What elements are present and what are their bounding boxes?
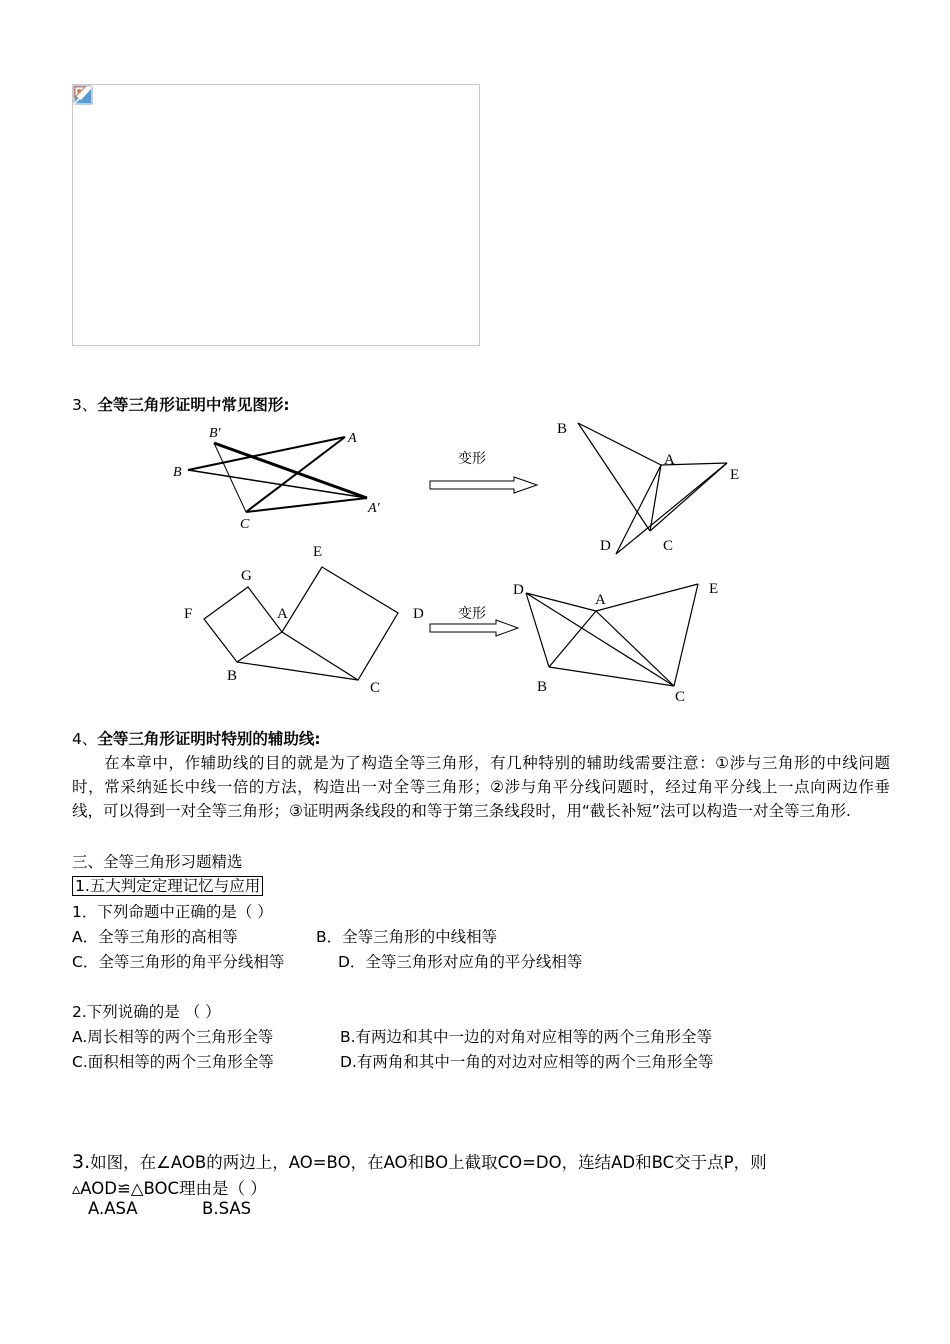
label-A: A <box>277 606 288 622</box>
line-BA <box>578 423 661 465</box>
label-B: B <box>227 668 238 684</box>
line-BAp <box>188 470 367 498</box>
line-AE <box>596 584 698 611</box>
figure-bottom-left-labels <box>184 544 424 696</box>
label-A: A <box>595 592 606 608</box>
figure-bottom-left <box>204 567 398 680</box>
q3-option-a: A.ASA <box>88 1199 138 1218</box>
figure-top-right-labels <box>557 421 739 554</box>
section4-title-text: 全等三角形证明时特别的辅助线: <box>97 730 321 748</box>
label-E: E <box>730 467 740 483</box>
square-ABFG <box>204 587 282 662</box>
q1-stem: 1．下列命题中正确的是（ ） <box>72 903 273 921</box>
line-BA <box>188 437 345 470</box>
section4-title <box>72 727 321 749</box>
label-G: G <box>241 568 252 584</box>
figure-bottom-right <box>526 584 698 686</box>
label-A: A <box>664 452 675 468</box>
label-D: D <box>600 538 611 554</box>
q2-stem: 2.下列说确的是 （ ） <box>72 1003 221 1021</box>
q2-option-c: C.面积相等的两个三角形全等 <box>72 1053 274 1071</box>
line-BC <box>237 662 358 680</box>
figure-top-right <box>578 423 727 554</box>
label-A: A <box>348 431 357 446</box>
q3-option-b: B.SAS <box>202 1199 252 1218</box>
line-EC <box>674 584 698 686</box>
square-ACDE <box>282 567 398 680</box>
label-D: D <box>413 606 424 622</box>
section3-number: 3、 <box>72 396 98 414</box>
arrow-bottom <box>430 620 518 636</box>
arrow-top <box>430 477 537 493</box>
section4-body: 在本章中，作辅助线的目的就是为了构造全等三角形，有几种特别的辅助线需要注意：①涉与三角形的中线问题时，常采纳延长中线一倍的方法，构造出一对全等三角形；②涉与角平分线问题时，经过角平分线上一点向两边作垂线，可以得到一对全等三角形；③证明两条线段的和等于第三条线段时，用“截长补短”法可以构造一对全等三角形. <box>72 754 890 820</box>
figure-top-left-labels <box>173 426 381 532</box>
line-AD <box>616 465 661 554</box>
line-BC <box>578 423 650 531</box>
part3-heading: 三、全等三角形习题精选 <box>72 853 243 871</box>
label-C: C <box>675 689 686 705</box>
q1-option-b: B．全等三角形的中线相等 <box>316 928 498 946</box>
q3-line1-text: 如图，在∠AOB的两边上，AO=BO，在AO和BO上截取CO=DO，连结AD和BC交于点P，则 <box>90 1153 767 1172</box>
line-BA <box>549 611 596 667</box>
line-BpAp <box>214 443 367 498</box>
q1-option-d: D．全等三角形对应角的平分线相等 <box>338 953 583 971</box>
q3-line1 <box>72 1149 890 1173</box>
line-DB <box>526 593 549 667</box>
label-C: C <box>663 538 674 554</box>
arrow-bottom-label: 变形 <box>458 607 486 622</box>
q2-option-d: D.有两角和其中一角的对边对应相等的两个三角形全等 <box>340 1053 714 1071</box>
label-E: E <box>313 544 323 560</box>
section3-title-text: 全等三角形证明中常见图形: <box>97 396 290 414</box>
label-Bprime: B' <box>209 426 221 441</box>
q1-option-c: C．全等三角形的角平分线相等 <box>72 953 285 971</box>
q1-option-a: A．全等三角形的高相等 <box>72 928 238 946</box>
section4-number: 4、 <box>72 730 98 748</box>
label-C: C <box>370 680 381 696</box>
subsection1-text: 1.五大判定定理记忆与应用 <box>72 876 263 896</box>
label-Aprime: A' <box>368 501 380 516</box>
label-B: B <box>537 679 548 695</box>
label-B: B <box>173 465 182 480</box>
q3-number: 3. <box>72 1151 91 1173</box>
label-D: D <box>513 582 524 598</box>
label-F: F <box>184 606 193 622</box>
figure-top-left <box>188 437 367 512</box>
q2-option-b: B.有两边和其中一边的对角对应相等的两个三角形全等 <box>340 1028 713 1046</box>
q2-option-a: A.周长相等的两个三角形全等 <box>72 1028 274 1046</box>
q3-line2: ▵AOD≌△BOC理由是（ ） <box>72 1179 267 1198</box>
label-B: B <box>557 421 568 437</box>
line-DA <box>526 593 596 611</box>
line-CAp <box>246 498 367 512</box>
arrow-top-label: 变形 <box>458 452 486 467</box>
line-BC <box>549 667 674 686</box>
line-AC <box>596 611 674 686</box>
subsection1-heading <box>72 874 263 896</box>
label-C: C <box>240 517 250 532</box>
label-E: E <box>709 581 719 597</box>
figure-bottom-right-labels <box>513 581 718 705</box>
